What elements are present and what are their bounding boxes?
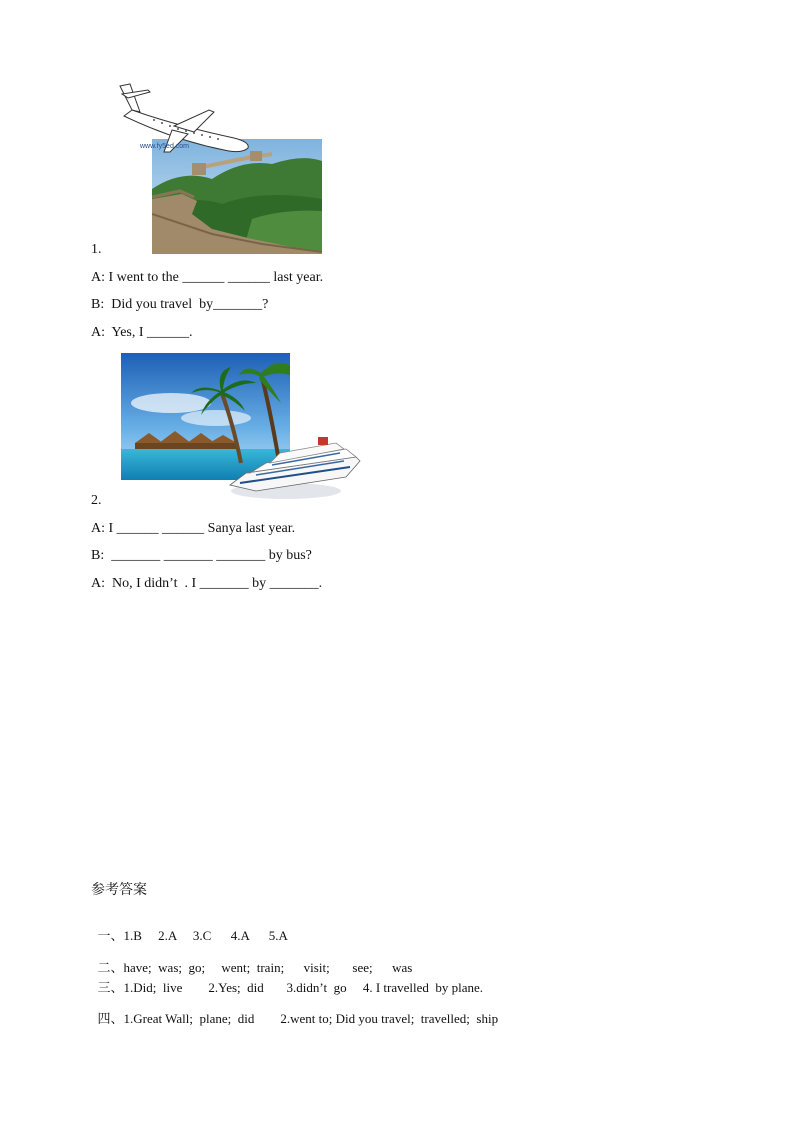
question-2-number: 2. bbox=[91, 493, 102, 508]
q1-line-a1: A: I went to the ______ ______ last year. bbox=[91, 270, 324, 285]
answer-section-3 bbox=[91, 964, 483, 997]
section-2-label: 二、 bbox=[97, 961, 124, 976]
q2-line-b: B: _______ _______ _______ by bus? bbox=[91, 548, 312, 563]
answer-key-title: 参考答案 bbox=[91, 882, 147, 898]
q1-line-b: B: Did you travel by_______? bbox=[91, 297, 269, 312]
section-3-text: 1.Did; live 2.Yes; did 3.didn’t go 4. I travelled by plane. bbox=[123, 980, 484, 995]
cruise-ship-illustration bbox=[226, 433, 362, 503]
answer-section-1 bbox=[91, 912, 288, 945]
section-4-text: 1.Great Wall; plane; did 2.went to; Did you travel; travelled; ship bbox=[123, 1011, 499, 1026]
watermark-text: www.fy5ed.com bbox=[140, 143, 190, 150]
section-3-label: 三、 bbox=[97, 981, 124, 996]
section-1-text: 1.B 2.A 3.C 4.A 5.A bbox=[123, 928, 288, 943]
answer-section-4 bbox=[91, 995, 498, 1028]
question-1-number: 1. bbox=[91, 242, 102, 257]
section-4-label: 四、 bbox=[97, 1012, 124, 1027]
airplane-illustration bbox=[114, 80, 254, 160]
q2-line-a2: A: No, I didn’t . I _______ by _______. bbox=[91, 576, 323, 591]
q1-line-a2: A: Yes, I ______. bbox=[91, 325, 193, 340]
section-2-text: have; was; go; went; train; visit; see; was bbox=[123, 960, 413, 975]
section-1-label: 一、 bbox=[97, 929, 124, 944]
q2-line-a1: A: I ______ ______ Sanya last year. bbox=[91, 521, 296, 536]
